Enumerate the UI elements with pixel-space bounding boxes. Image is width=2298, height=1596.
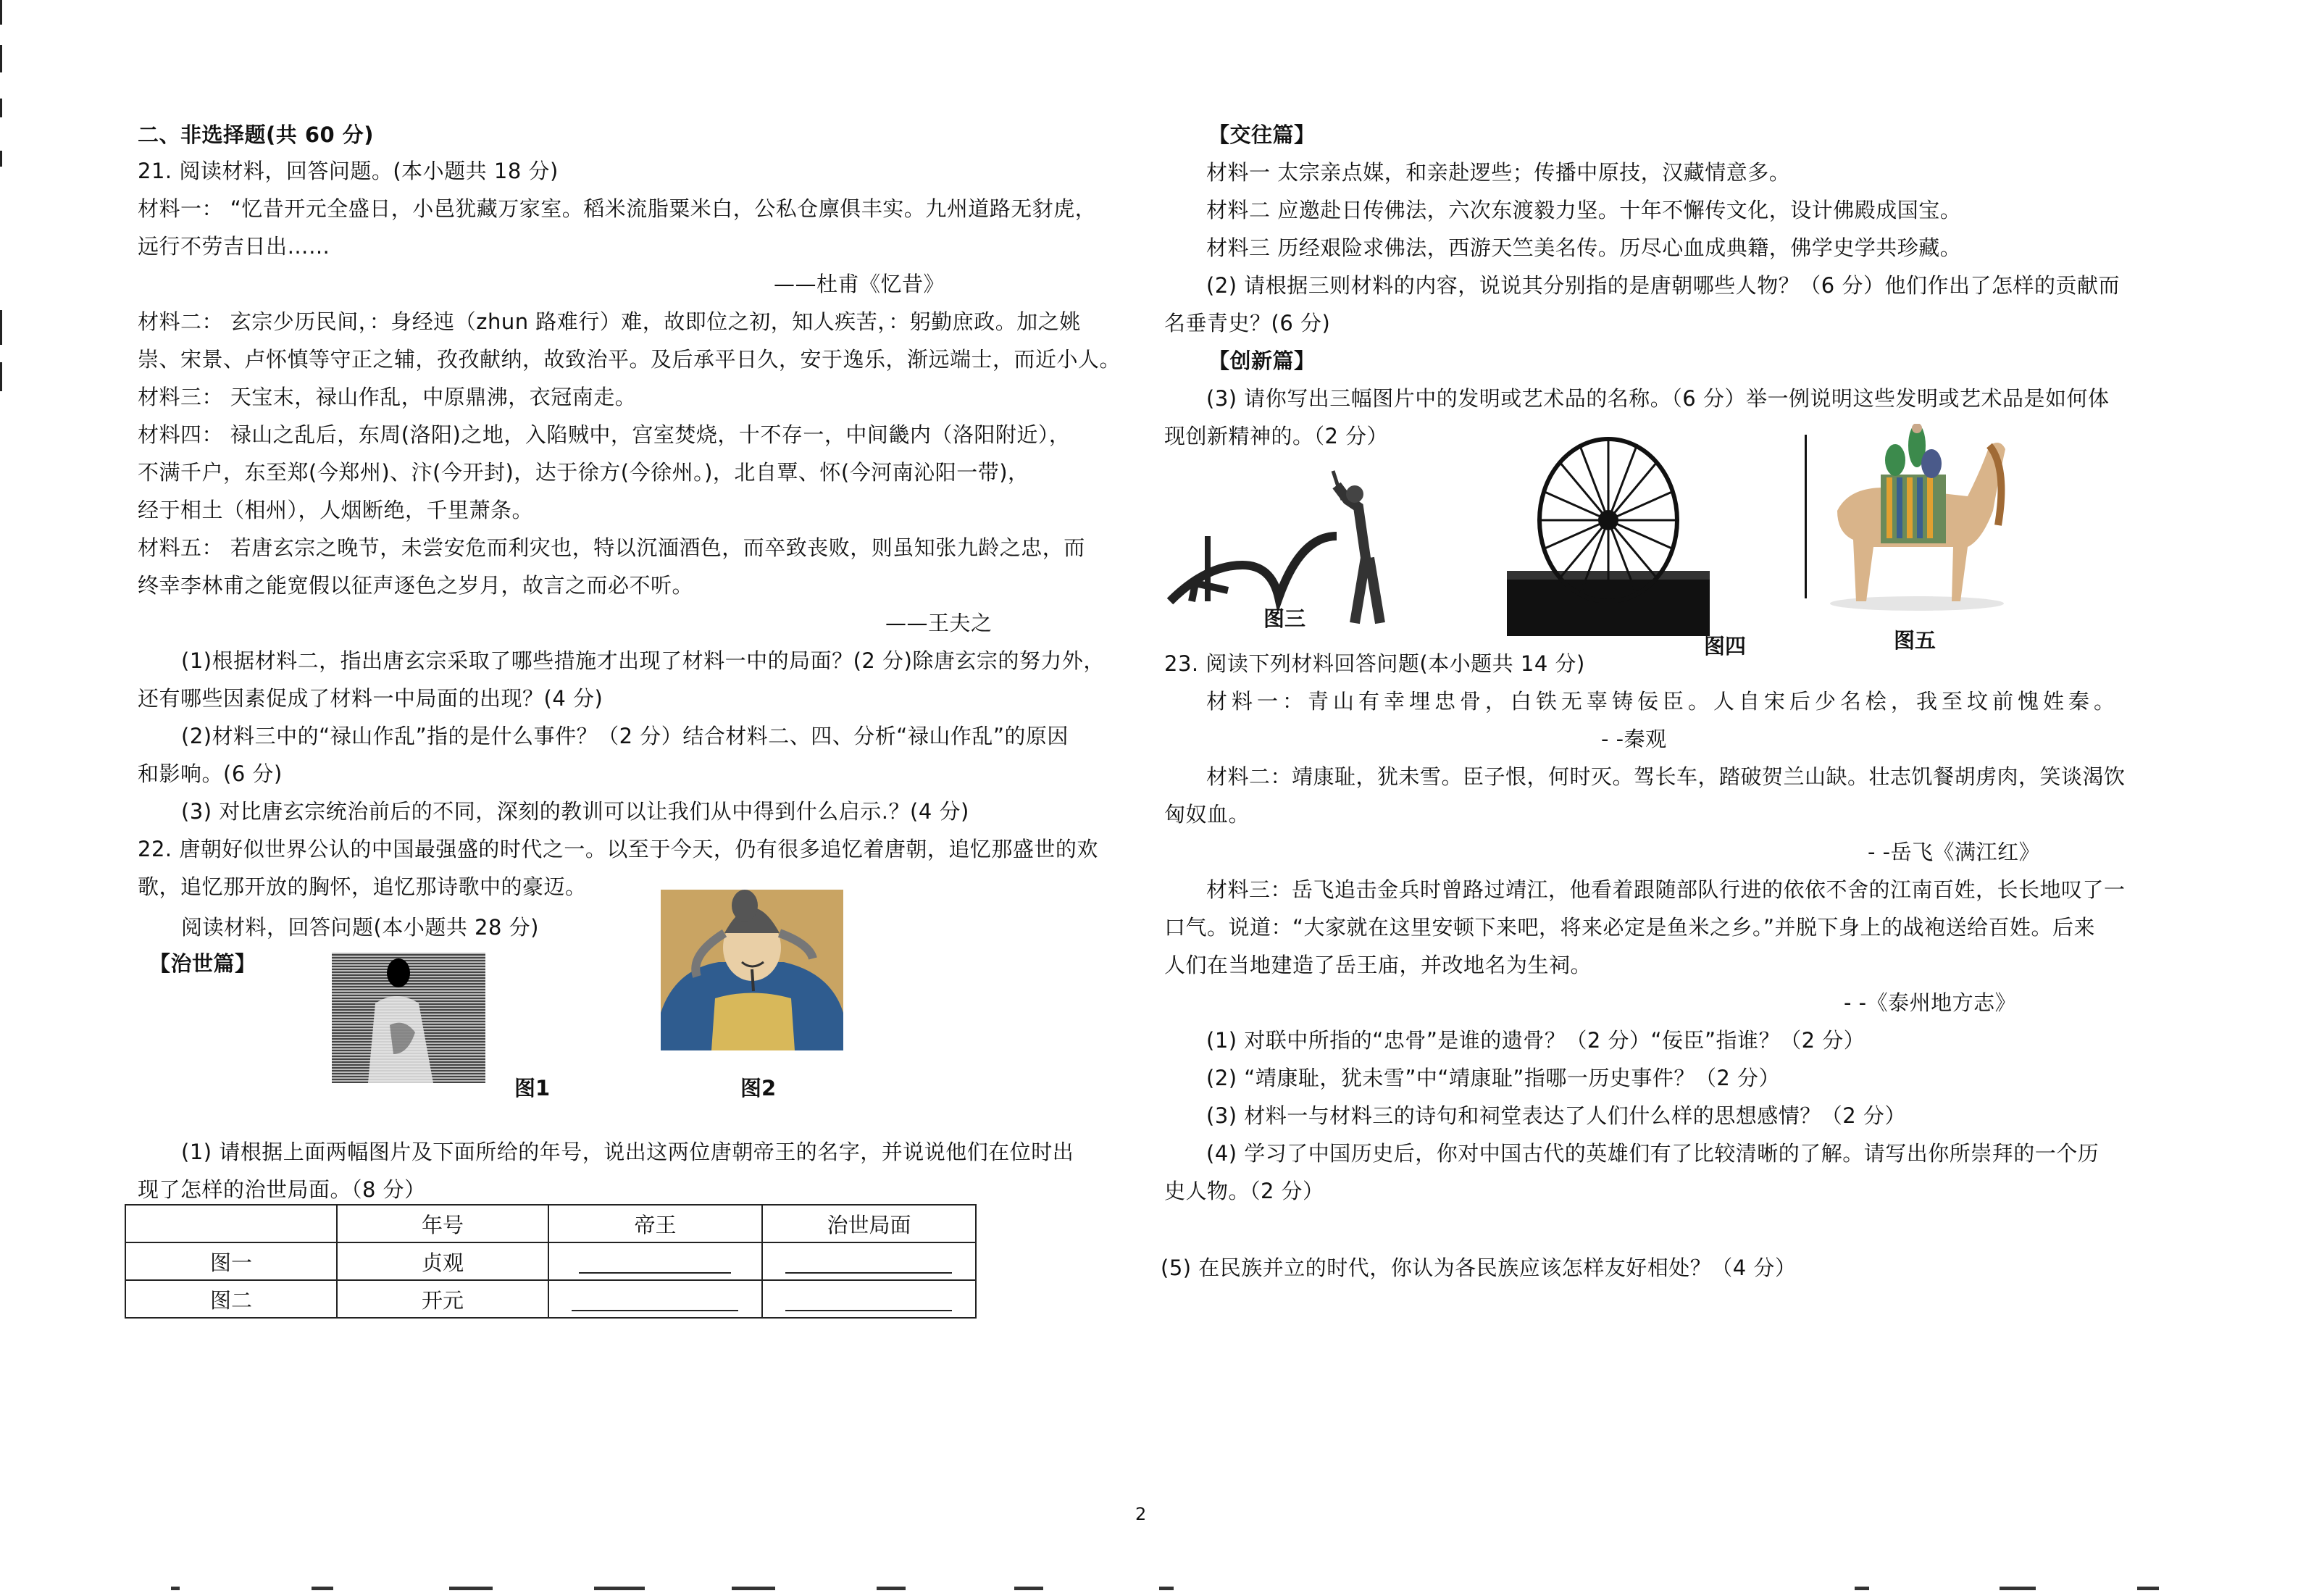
emperor-answer-blank[interactable] xyxy=(548,1280,762,1318)
q21-sub2-line2: 和影响。(6 分) xyxy=(138,761,283,786)
q21-material4-line1: 材料四： 禄山之乱后，东周(洛阳)之地，入陷贼中，宫室焚烧，十不存一，中间畿内（洛阳附近）， xyxy=(138,422,1071,447)
figure1-image xyxy=(332,953,485,1083)
section-zhishi: 【治世篇】 xyxy=(149,951,256,976)
binding-mark xyxy=(0,362,2,391)
figure4-waterwheel-image xyxy=(1507,433,1710,636)
figure2-caption: 图2 xyxy=(740,1076,777,1100)
table-header-cell: 年号 xyxy=(337,1205,548,1242)
jiaowang-material1: 材料一 太宗亲点媒，和亲赴逻些；传播中原技，汉藏情意多。 xyxy=(1206,160,1791,185)
figure5-camel-image xyxy=(1808,424,2018,612)
q22-intro-line1: 22. 唐朝好似世界公认的中国最强盛的时代之一。以至于今天，仍有很多追忆着唐朝，追忆那盛世的欢 xyxy=(138,837,1098,861)
table-header-row xyxy=(125,1205,976,1242)
q23-sub3: (3) 材料一与材料三的诗句和祠堂表达了人们什么样的思想感情？（2 分） xyxy=(1206,1103,1906,1128)
q22-instruction: 阅读材料，回答问题(本小题共 28 分) xyxy=(181,915,539,940)
figure3-caption: 图三 xyxy=(1263,606,1306,631)
q21-sub1-line2: 还有哪些因素促成了材料一中局面的出现？(4 分) xyxy=(138,686,603,711)
q23-material2-source: - -岳飞《满江红》 xyxy=(1868,840,2041,864)
binding-mark xyxy=(0,99,2,117)
q22-intro-line2: 歌，追忆那开放的胸怀，追忆那诗歌中的豪迈。 xyxy=(138,874,587,899)
q22-sub1-line1: (1) 请根据上面两幅图片及下面所给的年号，说出这两位唐朝帝王的名字，并说说他们在位时出 xyxy=(181,1140,1074,1164)
row-label: 图一 xyxy=(125,1242,337,1280)
q23-material2-line2: 匈奴血。 xyxy=(1164,802,1250,827)
table-header-cell xyxy=(125,1205,337,1242)
q21-material3: 材料三： 天宝末，禄山作乱，中原鼎沸，衣冠南走。 xyxy=(138,385,637,409)
figure4-caption: 图四 xyxy=(1704,634,1747,659)
section-chuangxin: 【创新篇】 xyxy=(1208,348,1316,373)
q23-sub2: (2) “靖康耻，犹未雪”中“靖康耻”指哪一历史事件？（2 分） xyxy=(1206,1066,1781,1090)
q21-sub3: (3) 对比唐玄宗统治前后的不同，深刻的教训可以让我们从中得到什么启示.？(4 分) xyxy=(181,799,969,824)
binding-mark xyxy=(0,151,2,167)
table-row xyxy=(125,1242,976,1280)
figure2-image xyxy=(661,890,843,1050)
q21-material1-line2: 远行不劳吉日出…… xyxy=(138,234,330,259)
row-era: 贞观 xyxy=(337,1242,548,1280)
jiaowang-material3: 材料三 历经艰险求佛法，西游天竺美名传。历尽心血成典籍，佛学史学共珍藏。 xyxy=(1206,235,1962,260)
section-jiaowang: 【交往篇】 xyxy=(1208,122,1316,147)
section-header: 二、非选择题(共 60 分) xyxy=(138,122,375,147)
row-era: 开元 xyxy=(337,1280,548,1318)
q23-title: 23. 阅读下列材料回答问题(本小题共 14 分) xyxy=(1164,651,1585,676)
q21-material5-source: ——王夫之 xyxy=(885,611,993,635)
emperor-answer-blank[interactable] xyxy=(548,1242,762,1280)
binding-mark xyxy=(0,0,2,25)
jiaowang-material2: 材料二 应邀赴日传佛法，六次东渡毅力坚。十年不懈传文化，设计佛殿成国宝。 xyxy=(1206,198,1962,222)
q21-material2-line1: 材料二： 玄宗少历民间，：身经迍（zhun 路难行）难，故即位之初，知人疾苦，：躬勤庶政。加之姚 xyxy=(138,309,1081,334)
q21-material4-line3: 经于相土（相州），人烟断绝，千里萧条。 xyxy=(138,498,534,522)
q22-sub1-line2: 现了怎样的治世局面。（8 分） xyxy=(138,1177,426,1202)
q21-material4-line2: 不满千户，东至郑(今郑州)、汴(今开封)，达于徐方(今徐州。)，北自覃、怀(今河南沁阳一带)， xyxy=(138,460,1029,485)
q21-material1-source: ——杜甫《忆昔》 xyxy=(774,272,945,296)
q23-material3-source: - -《泰州地方志》 xyxy=(1844,990,2017,1015)
q23-material3-line3: 人们在当地建造了岳王庙，并改地名为生祠。 xyxy=(1164,953,1592,977)
figure1-caption: 图1 xyxy=(514,1076,551,1100)
q22-sub2-line2: 名垂青史？(6 分) xyxy=(1164,311,1331,335)
q21-material5-line2: 终幸李林甫之能宽假以征声逐色之岁月，故言之而必不听。 xyxy=(138,573,694,598)
binding-mark xyxy=(0,45,2,72)
q23-sub4-line1: (4) 学习了中国历史后，你对中国古代的英雄们有了比较清晰的了解。请写出你所崇拜的一个历 xyxy=(1206,1141,2099,1166)
q21-sub2-line1: (2)材料三中的“禄山作乱”指的是什么事件？（2 分）结合材料二、四、分析“禄山作乱”的原因 xyxy=(181,724,1069,748)
q21-material5-line1: 材料五： 若唐玄宗之晚节，未尝安危而利灾也，特以沉湎酒色，而卒致丧败，则虽知张九龄之忠，而 xyxy=(138,535,1085,560)
q22-sub3-line2: 现创新精神的。（2 分） xyxy=(1164,424,1389,448)
q23-material1-source: - -秦观 xyxy=(1601,727,1667,751)
q21-title: 21. 阅读材料，回答问题。(本小题共 18 分) xyxy=(138,159,559,183)
q23-sub5: (5) 在民族并立的时代，你认为各民族应该怎样友好相处？（4 分） xyxy=(1161,1256,1797,1280)
q21-material1-line1: 材料一： “忆昔开元全盛日，小邑犹藏万家室。稻米流脂粟米白，公私仓廪俱丰实。九州道路无豺虎， xyxy=(138,196,1097,221)
q21-sub1-line1: (1)根据材料二，指出唐玄宗采取了哪些措施才出现了材料一中的局面？(2 分)除唐玄宗的努力外， xyxy=(181,648,1105,673)
scan-bottom-marks xyxy=(0,1587,2298,1591)
situation-answer-blank[interactable] xyxy=(762,1280,976,1318)
q22-sub3-line1: (3) 请你写出三幅图片中的发明或艺术品的名称。（6 分）举一例说明这些发明或艺术品是如何体 xyxy=(1206,386,2110,411)
q23-sub4-line2: 史人物。（2 分） xyxy=(1164,1179,1324,1203)
q22-sub2-line1: (2) 请根据三则材料的内容，说说其分别指的是唐朝哪些人物？（6 分）他们作出了怎样的贡献而 xyxy=(1206,273,2120,298)
situation-answer-blank[interactable] xyxy=(762,1242,976,1280)
binding-mark xyxy=(0,310,2,345)
q23-material1: 材料一：青山有幸埋忠骨，白铁无辜铸佞臣。人自宋后少名桧，我至坟前愧姓秦。 xyxy=(1206,689,2120,714)
figure5-caption: 图五 xyxy=(1894,628,1936,653)
q23-material2-line1: 材料二：靖康耻，犹未雪。臣子恨，何时灭。驾长车，踏破贺兰山缺。壮志饥餐胡虏肉，笑谈渴饮 xyxy=(1206,764,2126,789)
q21-material2-line2: 崇、宋景、卢怀慎等守正之辅，孜孜献纳，故致治平。及后承平日久，安于逸乐，渐远端士，而近小人。 xyxy=(138,347,1121,372)
page-number: 2 xyxy=(1135,1504,1147,1524)
table-header-cell: 治世局面 xyxy=(762,1205,976,1242)
q23-material3-line2: 口气。说道：“大家就在这里安顿下来吧，将来必定是鱼米之乡。”并脱下身上的战袍送给百姓。后来 xyxy=(1164,915,2096,940)
q23-sub1: (1) 对联中所指的“忠骨”是谁的遗骨？（2 分）“佞臣”指谁？（2 分） xyxy=(1206,1028,1865,1053)
table-header-cell: 帝王 xyxy=(548,1205,762,1242)
row-label: 图二 xyxy=(125,1280,337,1318)
figure-divider xyxy=(1805,435,1807,598)
q23-material3-line1: 材料三：岳飞追击金兵时曾路过靖江，他看着跟随部队行进的依依不舍的江南百姓，长长地叹了一 xyxy=(1206,877,2126,902)
table-row xyxy=(125,1280,976,1318)
emperor-table xyxy=(125,1204,977,1319)
